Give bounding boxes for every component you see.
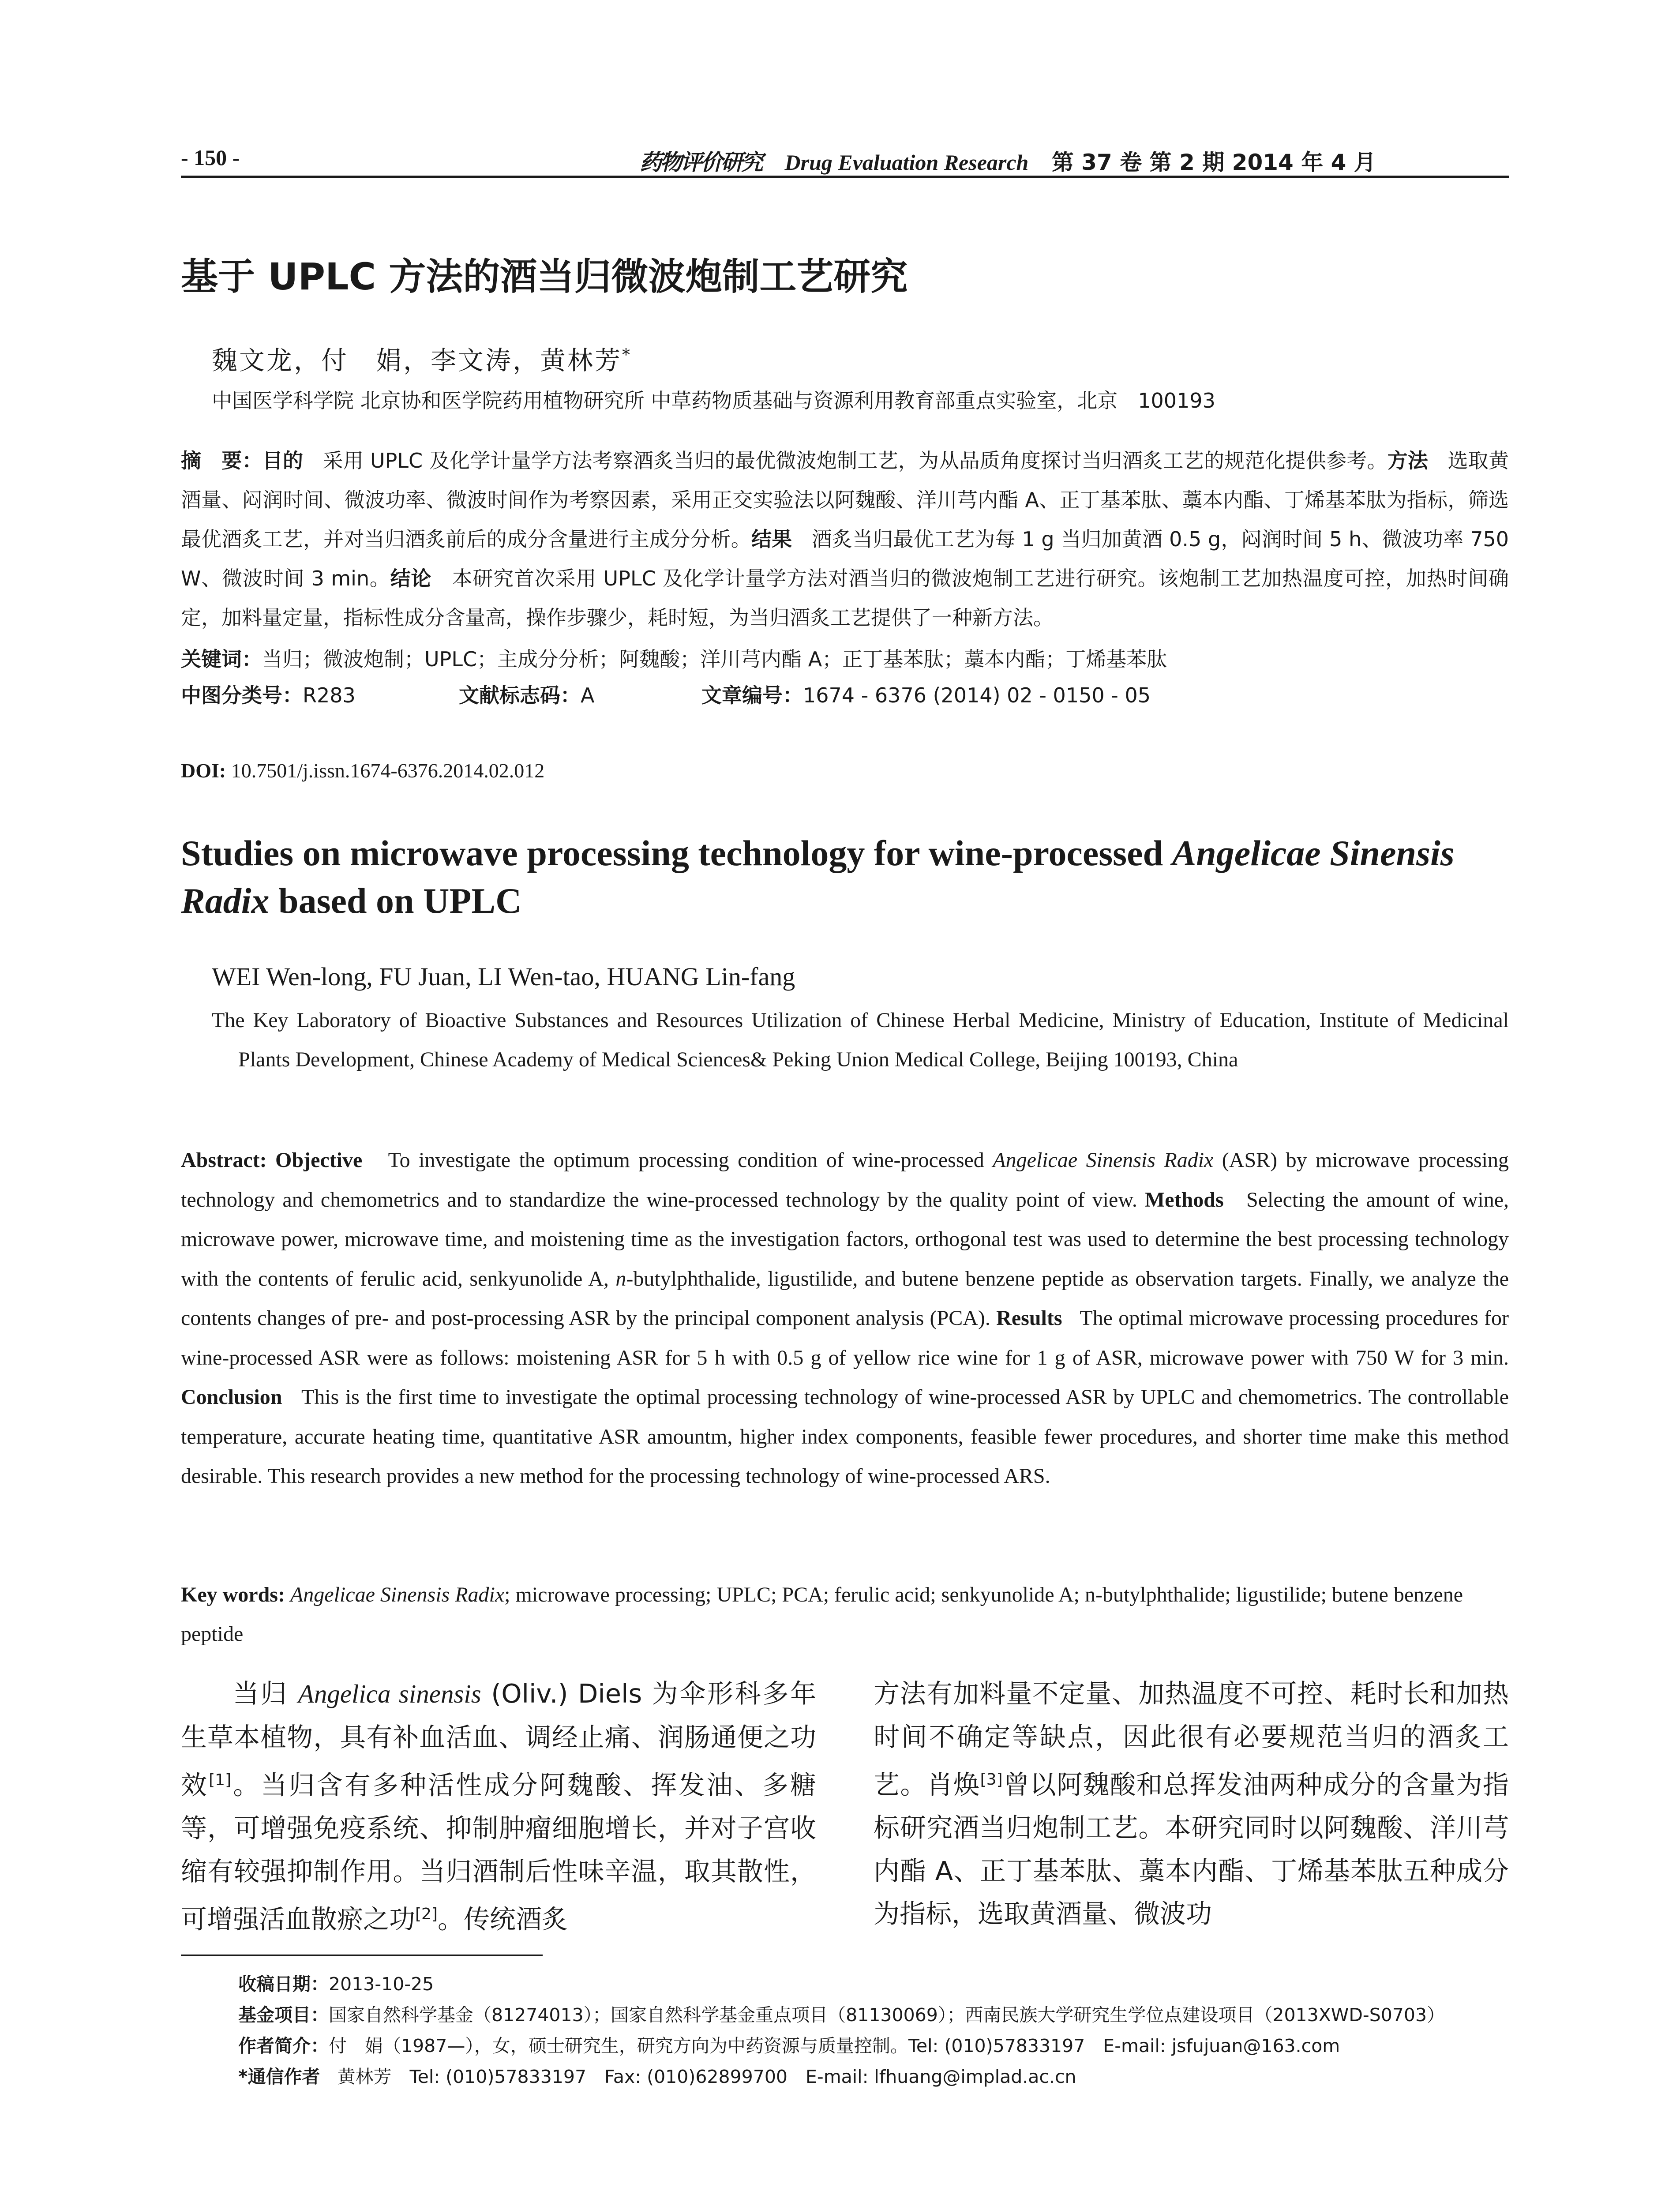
abstract-cn [181, 441, 1509, 638]
title-en [181, 829, 1509, 925]
doc-code-value: A [581, 683, 595, 707]
citation-3: [3] [980, 1771, 1003, 1789]
results-cn-label: 结果 [751, 527, 792, 551]
author-bio-text: 付 娟（1987—），女，硕士研究生，研究方向为中药资源与质量控制。Tel: (010)57833197 E-mail: jsfujuan@163.com [329, 2035, 1340, 2056]
keywords-en-italic: Angelicae Sinensis Radix [290, 1583, 505, 1606]
citation-1: [1] [209, 1771, 232, 1789]
body-right-2: 曾以阿魏酸和总挥发油两种成分的含量为指标研究酒当归炮制工艺。本研究同时以阿魏酸、洋川芎内酯 A、正丁基苯肽、藁本内酯、丁烯基苯肽五种成分为指标，选取黄酒量、微波功 [874, 1769, 1509, 1929]
abstract-cn-label: 摘 要： [181, 449, 262, 473]
authors-cn-names: 魏文龙，付 娟，李文涛，黄林芳 [212, 345, 622, 375]
keywords-en-label: Key words: [181, 1583, 285, 1606]
objective-cn-label: 目的 [262, 449, 304, 473]
conclusion-en: This is the first time to investigate the optimal processing technology of wine-processed ASR by UPLC and chemometrics. The controllable temperature, accurate heating time, quantitative ASR amountm, higher index components, feasible fewer procedures, and shorter time make this method desirable. This research provides a new method for the processing technology of wine-processed ARS. [181, 1385, 1509, 1488]
corresponding-text: 黄林芳 Tel: (010)57833197 Fax: (010)62899700 E-mail: lfhuang@implad.ac.cn [337, 2066, 1076, 2087]
footnote-corresponding [238, 2061, 1518, 2092]
journal-issue: 第 37 卷 第 2 期 2014 年 4 月 [1051, 150, 1376, 175]
title-en-part2: based on UPLC [269, 881, 522, 921]
body-left-2: (Oliv.) Diels 为伞形科多年生草本植物，具有补血活血、调经止痛、润肠通便之功效 [181, 1678, 816, 1801]
footnote-rule [181, 1955, 543, 1956]
corresponding-label: *通信作者 [238, 2066, 320, 2087]
conclusion-cn: 本研究首次采用 UPLC 及化学计量学方法对酒当归的微波炮制工艺进行研究。该炮制工艺加热温度可控，加热时间确定，加料量定量，指标性成分含量高，操作步骤少，耗时短，为当归酒炙工艺提供了一种新方法。 [181, 567, 1509, 630]
title-cn: 基于 UPLC 方法的酒当归微波炮制工艺研究 [181, 255, 908, 298]
page-number: - 150 - [181, 145, 240, 170]
methods-cn: 选取黄酒量、闷润时间、微波功率、微波时间作为考察因素，采用正交实验法以阿魏酸、洋川芎内酯 A、正丁基苯肽、藁本内酯、丁烯基苯肽为指标，筛选最优酒炙工艺，并对当归酒炙前后的成分含量进行主成分分析。 [181, 449, 1509, 551]
affiliation-cn: 中国医学科学院 北京协和医学院药用植物研究所 中草药物质基础与资源利用教育部重点实验室，北京 100193 [212, 389, 1215, 413]
objective-en-italic: Angelicae Sinensis Radix [993, 1148, 1214, 1172]
keywords-cn-label: 关键词： [181, 647, 262, 671]
body-column-left [181, 1672, 816, 1941]
citation-2: [2] [415, 1905, 438, 1924]
clc-value: R283 [303, 683, 356, 707]
fund-text: 国家自然科学基金（81274013）；国家自然科学基金重点项目（81130069）；西南民族大学研究生学位点建设项目（2013XWD-S0703） [329, 2004, 1445, 2026]
clc-label: 中图分类号： [181, 683, 303, 707]
journal-line [640, 145, 1376, 176]
doi-label: DOI: [181, 759, 226, 782]
keywords-en [181, 1575, 1509, 1654]
received-date: 2013-10-25 [329, 1973, 434, 1995]
abstract-en-label: Abstract: Objective [181, 1148, 363, 1172]
body-latin-name: Angelica sinensis [298, 1679, 481, 1708]
footnote-author [238, 2030, 1518, 2061]
abstract-en [181, 1141, 1509, 1496]
article-no-value: 1674 - 6376 (2014) 02 - 0150 - 05 [803, 683, 1151, 707]
keywords-cn-text: 当归；微波炮制；UPLC；主成分分析；阿魏酸；洋川芎内酯 A；正丁基苯肽；藁本内酯；丁烯基苯肽 [262, 647, 1167, 671]
methods-en-post: -butylphthalide, ligustilide, and butene benzene peptide as observation targets. Finally, we analyze the contents changes of pre- and post-processing ASR by the principal component analysis (PCA). [181, 1267, 1509, 1330]
journal-name-en: Drug Evaluation Research [784, 150, 1029, 175]
conclusion-cn-label: 结论 [390, 567, 432, 590]
footnote-fund [238, 2000, 1518, 2030]
title-en-part1: Studies on microwave processing technology for wine-processed [181, 833, 1172, 873]
article-no-label: 文章编号： [701, 683, 803, 707]
fund-label: 基金项目： [238, 2004, 329, 2026]
body-right-1: 方法有加料量不定量、加热温度不可控、耗时长和加热时间不确定等缺点，因此很有必要规范当归的酒炙工艺。肖焕 [874, 1678, 1509, 1800]
keywords-cn [181, 640, 1509, 679]
methods-cn-label: 方法 [1387, 449, 1429, 473]
body-left-4: 。传统酒炙 [438, 1904, 568, 1935]
doi-line [181, 759, 544, 782]
body-left-3: 。当归含有多种活性成分阿魏酸、挥发油、多糖等，可增强免疫系统、抑制肿瘤细胞增长，并对子宫收缩有较强抑制作用。当归酒制后性味辛温，取其散性，可增强活血散瘀之功 [181, 1770, 816, 1935]
keywords-en-text: ; microwave processing; UPLC; PCA; ferulic acid; senkyunolide A; n-butylphthalide; ligustilide; butene benzene peptide [181, 1583, 1463, 1646]
authors-cn [212, 340, 632, 377]
methods-en-pre: Selecting the amount of wine, microwave power, microwave time, and moistening time as the investigation factors, orthogonal test was used to determine the best processing technology with the contents of ferulic acid, senkyunolide A, [181, 1188, 1509, 1291]
body-column-right [874, 1672, 1509, 1936]
doi-value: 10.7501/j.issn.1674-6376.2014.02.012 [231, 759, 545, 782]
footnote-received [238, 1969, 1518, 2000]
results-cn: 酒炙当归最优工艺为每 1 g 当归加黄酒 0.5 g，闷润时间 5 h、微波功率 750 W、微波时间 3 min。 [181, 527, 1509, 590]
methods-en-italic: n [615, 1267, 626, 1291]
corresponding-mark: * [622, 346, 632, 364]
title-en-italic: Angelicae Sinensis Radix [181, 833, 1455, 921]
conclusion-en-label: Conclusion [181, 1385, 282, 1409]
affiliation-en: The Key Laboratory of Bioactive Substances and Resources Utilization of Chinese Herbal Medicine, Ministry of Education, Institute of Medicinal Plants Development, Chinese Academy of Medical Sciences& Peking Union Medical College, Beijing 100193, China [212, 1009, 1509, 1071]
author-bio-label: 作者简介： [238, 2035, 329, 2056]
objective-en-pre: To investigate the optimum processing condition of wine-processed [388, 1148, 993, 1172]
doc-code-label: 文献标志码： [459, 683, 581, 707]
body-left-1: 当归 [233, 1678, 298, 1709]
objective-cn: 采用 UPLC 及化学计量学方法考察酒炙当归的最优微波炮制工艺，为从品质角度探讨当归酒炙工艺的规范化提供参考。 [322, 449, 1388, 473]
objective-en-post: (ASR) by microwave processing technology and chemometrics and to standardize the wine-processed technology by the quality point of view. [181, 1148, 1509, 1212]
header-rule [181, 176, 1509, 178]
authors-en: WEI Wen-long, FU Juan, LI Wen-tao, HUANG Lin-fang [212, 962, 795, 991]
journal-logo-cn: 药物评价研究 [640, 149, 761, 175]
running-header [181, 140, 1509, 176]
methods-en-label: Methods [1145, 1188, 1224, 1212]
received-label: 收稿日期： [238, 1973, 329, 1995]
results-en-label: Results [996, 1306, 1062, 1330]
results-en: The optimal microwave processing procedures for wine-processed ASR were as follows: moistening ASR for 5 h with 0.5 g of yellow rice wine for 1 g of ASR, microwave power with 750 W for 3 min. [181, 1306, 1509, 1369]
